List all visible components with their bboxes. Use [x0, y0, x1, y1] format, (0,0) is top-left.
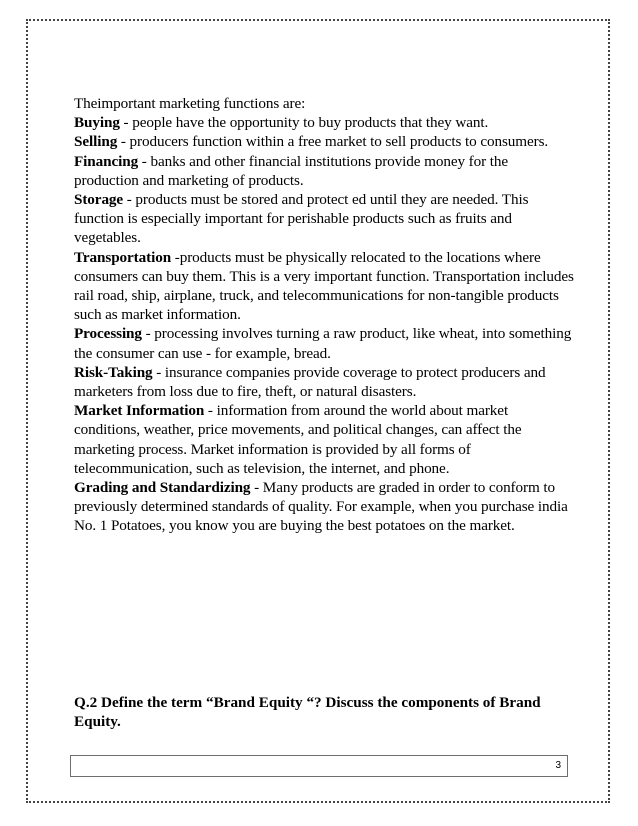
intro-line: Theimportant marketing functions are: — [74, 95, 306, 112]
function-processing — [74, 324, 574, 362]
function-grading-standardizing — [74, 478, 574, 536]
function-buying — [74, 113, 574, 132]
page-number: 3 — [555, 760, 561, 771]
function-desc: - people have the opportunity to buy products that they want. — [119, 114, 489, 132]
function-term: Transportation — [74, 248, 172, 266]
function-desc: -products must be physically relocated to the locations where consumers can buy them. This is a very important function. Transportation includes rail road, ship, airplane, truck, and telecommunications for non-tangible products such as market information. — [74, 248, 574, 324]
function-desc: - products must be stored and protect ed until they are needed. This function is especially important for perishable products such as fruits and vegetables. — [74, 191, 529, 247]
function-selling — [74, 132, 574, 151]
function-desc: - banks and other financial institutions provide money for the production and marketing of products. — [74, 152, 509, 189]
function-term: Financing — [74, 152, 139, 170]
function-term: Market Information — [74, 402, 205, 420]
function-transportation — [74, 248, 574, 325]
function-term: Risk-Taking — [74, 363, 153, 381]
function-financing — [74, 152, 574, 190]
document-body — [74, 94, 574, 536]
function-market-information — [74, 401, 574, 478]
function-term: Processing — [74, 325, 142, 343]
function-term: Buying — [74, 114, 120, 132]
function-risk-taking — [74, 363, 574, 401]
function-term: Selling — [74, 133, 118, 151]
question-heading: Q.2 Define the term “Brand Equity “? Discuss the components of Brand Equity. — [74, 694, 541, 731]
function-desc: - information from around the world about market conditions, weather, price movements, and political changes, can affect the marketing process. Market information is provided by all forms of telecommunication, such as television, the internet, and phone. — [74, 402, 522, 477]
function-desc: - Many products are graded in order to conform to previously determined standards of quality. For example, when you purchase india No. 1 Potatoes, you know you are buying the best potatoes on the market. — [74, 479, 568, 535]
function-desc: - processing involves turning a raw product, like wheat, into something the consumer can use - for example, bread. — [74, 325, 572, 362]
page-footer — [70, 755, 568, 777]
function-desc: - insurance companies provide coverage to protect producers and marketers from loss due to fire, theft, or natural disasters. — [74, 363, 546, 401]
function-term: Storage — [74, 191, 124, 209]
function-term: Grading and Standardizing — [74, 479, 251, 497]
function-storage — [74, 190, 574, 248]
function-desc: - producers function within a free market to sell products to consumers. — [117, 133, 549, 151]
